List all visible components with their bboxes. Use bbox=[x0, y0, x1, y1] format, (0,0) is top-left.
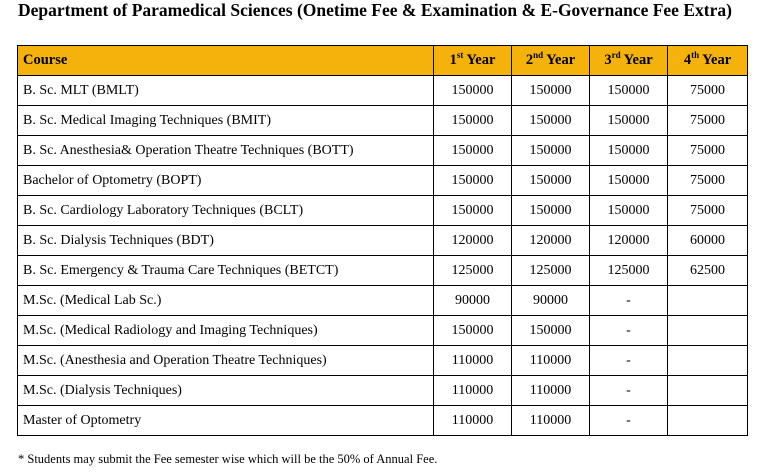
fee-year-4-cell bbox=[668, 376, 748, 406]
table-row bbox=[18, 166, 748, 196]
table-row bbox=[18, 76, 748, 106]
table-row bbox=[18, 316, 748, 346]
fee-table-body bbox=[18, 76, 748, 436]
course-name-cell: B. Sc. Dialysis Techniques (BDT) bbox=[18, 226, 434, 256]
fee-year-4-cell bbox=[668, 346, 748, 376]
fee-year-2-cell: 110000 bbox=[512, 376, 590, 406]
fee-year-2-cell: 150000 bbox=[512, 316, 590, 346]
table-row bbox=[18, 136, 748, 166]
fee-year-2-cell: 150000 bbox=[512, 166, 590, 196]
course-name-cell: M.Sc. (Anesthesia and Operation Theatre Techniques) bbox=[18, 346, 434, 376]
header-year-1: 1st Year bbox=[434, 46, 512, 76]
fee-year-4-cell: 75000 bbox=[668, 136, 748, 166]
fee-year-1-cell: 120000 bbox=[434, 226, 512, 256]
header-course: Course bbox=[18, 46, 434, 76]
fee-year-3-cell: 125000 bbox=[590, 256, 668, 286]
table-row bbox=[18, 106, 748, 136]
fee-year-3-cell: 120000 bbox=[590, 226, 668, 256]
header-year-4: 4th Year bbox=[668, 46, 748, 76]
fee-table-header bbox=[18, 46, 748, 76]
fee-year-4-cell: 75000 bbox=[668, 166, 748, 196]
fee-year-1-cell: 150000 bbox=[434, 136, 512, 166]
fee-year-3-cell: 150000 bbox=[590, 106, 668, 136]
fee-year-2-cell: 150000 bbox=[512, 76, 590, 106]
table-row bbox=[18, 286, 748, 316]
header-year-3: 3rd Year bbox=[590, 46, 668, 76]
fee-year-1-cell: 110000 bbox=[434, 346, 512, 376]
table-row bbox=[18, 346, 748, 376]
fee-year-1-cell: 90000 bbox=[434, 286, 512, 316]
footnote: * Students may submit the Fee semester wise which will be the 50% of Annual Fee. bbox=[18, 452, 438, 466]
fee-year-4-cell: 75000 bbox=[668, 106, 748, 136]
fee-year-1-cell: 150000 bbox=[434, 196, 512, 226]
fee-year-1-cell: 110000 bbox=[434, 406, 512, 436]
table-row bbox=[18, 226, 748, 256]
course-name-cell: B. Sc. Medical Imaging Techniques (BMIT) bbox=[18, 106, 434, 136]
fee-year-1-cell: 150000 bbox=[434, 76, 512, 106]
fee-year-3-cell: 150000 bbox=[590, 166, 668, 196]
fee-year-4-cell: 60000 bbox=[668, 226, 748, 256]
fee-year-2-cell: 120000 bbox=[512, 226, 590, 256]
fee-year-3-cell: - bbox=[590, 376, 668, 406]
course-name-cell: B. Sc. Emergency & Trauma Care Techniques (BETCT) bbox=[18, 256, 434, 286]
fee-year-3-cell: - bbox=[590, 316, 668, 346]
fee-year-2-cell: 125000 bbox=[512, 256, 590, 286]
course-name-cell: B. Sc. Cardiology Laboratory Techniques (BCLT) bbox=[18, 196, 434, 226]
fee-year-3-cell: - bbox=[590, 346, 668, 376]
fee-year-3-cell: 150000 bbox=[590, 136, 668, 166]
table-row bbox=[18, 196, 748, 226]
fee-year-3-cell: - bbox=[590, 406, 668, 436]
fee-table bbox=[17, 45, 748, 436]
table-row bbox=[18, 256, 748, 286]
course-name-cell: M.Sc. (Medical Lab Sc.) bbox=[18, 286, 434, 316]
fee-year-4-cell: 75000 bbox=[668, 76, 748, 106]
page-title: Department of Paramedical Sciences (Onetime Fee & Examination & E-Governance Fee Extra) bbox=[18, 0, 732, 20]
fee-year-2-cell: 150000 bbox=[512, 106, 590, 136]
fee-year-1-cell: 150000 bbox=[434, 316, 512, 346]
fee-year-3-cell: - bbox=[590, 286, 668, 316]
fee-year-4-cell bbox=[668, 316, 748, 346]
fee-year-4-cell bbox=[668, 406, 748, 436]
fee-year-2-cell: 110000 bbox=[512, 406, 590, 436]
course-name-cell: Master of Optometry bbox=[18, 406, 434, 436]
course-name-cell: M.Sc. (Dialysis Techniques) bbox=[18, 376, 434, 406]
table-row bbox=[18, 406, 748, 436]
course-name-cell: B. Sc. Anesthesia& Operation Theatre Techniques (BOTT) bbox=[18, 136, 434, 166]
fee-year-4-cell: 75000 bbox=[668, 196, 748, 226]
fee-year-2-cell: 150000 bbox=[512, 136, 590, 166]
course-name-cell: M.Sc. (Medical Radiology and Imaging Techniques) bbox=[18, 316, 434, 346]
fee-year-1-cell: 110000 bbox=[434, 376, 512, 406]
course-name-cell: B. Sc. MLT (BMLT) bbox=[18, 76, 434, 106]
fee-year-1-cell: 150000 bbox=[434, 166, 512, 196]
header-year-2: 2nd Year bbox=[512, 46, 590, 76]
fee-year-3-cell: 150000 bbox=[590, 196, 668, 226]
table-row bbox=[18, 376, 748, 406]
fee-year-2-cell: 150000 bbox=[512, 196, 590, 226]
header-row bbox=[18, 46, 748, 76]
fee-year-4-cell: 62500 bbox=[668, 256, 748, 286]
course-name-cell: Bachelor of Optometry (BOPT) bbox=[18, 166, 434, 196]
fee-year-2-cell: 110000 bbox=[512, 346, 590, 376]
fee-year-1-cell: 125000 bbox=[434, 256, 512, 286]
fee-year-3-cell: 150000 bbox=[590, 76, 668, 106]
fee-year-2-cell: 90000 bbox=[512, 286, 590, 316]
fee-year-1-cell: 150000 bbox=[434, 106, 512, 136]
fee-year-4-cell bbox=[668, 286, 748, 316]
